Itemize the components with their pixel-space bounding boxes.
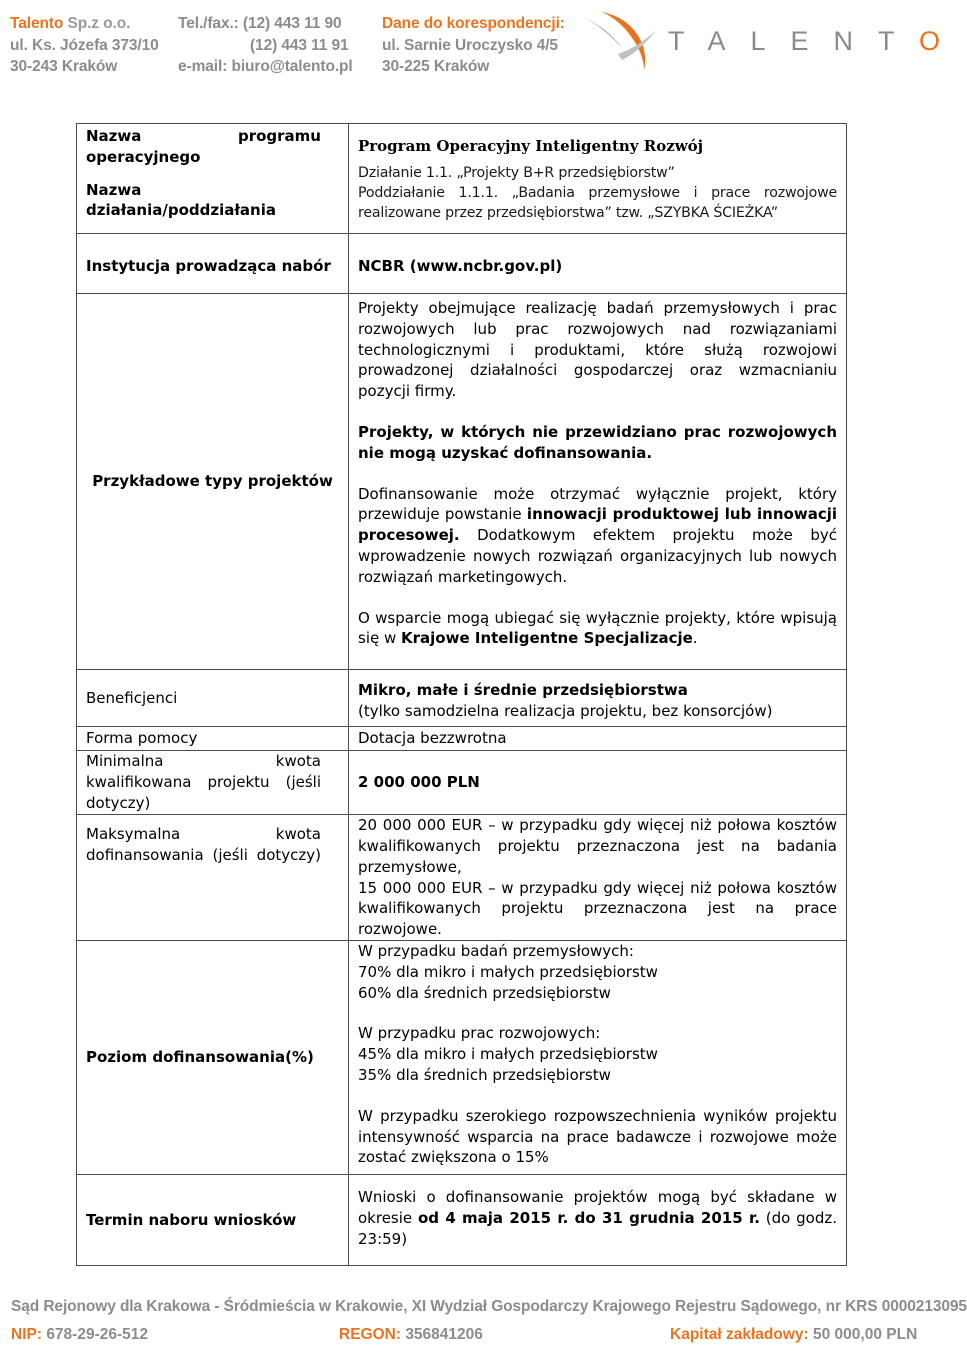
deadline-dates: od 4 maja 2015 r. do 31 grudnia 2015 r. [417, 1208, 760, 1227]
form-of-support-value: Dotacja bezzwrotna [349, 727, 847, 751]
program-name: Program Operacyjny Inteligentny Rozwój [358, 137, 704, 155]
deadline-text-a: Wnioski o dofinansowanie projektów mogą być składane w okresie [358, 1188, 837, 1227]
footer-capital [670, 1326, 917, 1344]
level-industrial-small: 70% dla mikro i małych przedsiębiorstw [358, 962, 658, 981]
types-p4-emphasis: Krajowe Inteligentne Specjalizacje [401, 629, 693, 648]
footer-capital-label: Kapitał zakładowy: [670, 1326, 809, 1343]
label-min-amount-cell [77, 751, 349, 815]
types-p3-text: Dofinansowanie może otrzymać wyłącznie projekt, który przewiduje powstanie [358, 484, 837, 524]
contact-phone: Tel./fax.: (12) 443 11 90 [178, 15, 342, 32]
level-development-medium: 35% dla średnich przedsiębiorstw [358, 1065, 611, 1084]
footer-regon-value: 356841206 [405, 1326, 483, 1343]
level-industrial-title: W przypadku badań przemysłowych: [358, 941, 634, 960]
table-row-project-types [77, 294, 847, 670]
subaction-name: Poddziałanie 1.1.1. „Badania przemysłowe i prace rozwojowe realizowane przez przedsiębiorstwa” tzw. „SZYBKA ŚCIEŻKA” [358, 184, 837, 221]
deadline-time: (do godz. 23:59) [358, 1208, 837, 1248]
deadline-cell [349, 1175, 847, 1266]
table-row-max-funding [77, 815, 847, 941]
types-paragraph-1: Projekty obejmujące realizację badań przemysłowych i prac rozwojowych lub prac rozwojowych nad rozwiązaniami technologicznymi i produktami, które służą rozwojowi prowadzonej działalności gospodarczej oraz wzmacnianiu pozycji firmy. [358, 299, 837, 401]
types-paragraph-4 [358, 608, 837, 650]
types-p3-emphasis: innowacji produktowej lub innowacji procesowej. [358, 505, 837, 545]
max-funding-cell [349, 815, 847, 941]
beneficiaries-cell [349, 670, 847, 727]
contact-email: e-mail: biuro@talento.pl [178, 58, 353, 75]
logo-text-o: O [919, 26, 966, 56]
table-row-institution [77, 234, 847, 294]
table-row-funding-level [77, 940, 847, 1174]
value-program-cell [349, 124, 847, 234]
talento-logo-swoosh-icon [572, 6, 662, 76]
min-amount-value: 2 000 000 PLN [349, 751, 847, 815]
footer-regon [339, 1326, 483, 1344]
max-funding-research: 20 000 000 EUR – w przypadku gdy więcej niż połowa kosztów kwalifikowanych projektu przeznaczona jest na badania przemysłowe, [358, 816, 837, 876]
label-action-name: Nazwa działania/poddziałania [86, 180, 276, 220]
types-p3-tail: Dodatkowym efektem projektu może być wprowadzenie nowych rozwiązań organizacyjnych lub nowych rozwiązań marketingowych. [358, 526, 837, 586]
project-types-cell [349, 294, 847, 670]
level-industrial-medium: 60% dla średnich przedsiębiorstw [358, 983, 611, 1002]
table-row-min-amount [77, 751, 847, 815]
footer-nip-value: 678-29-26-512 [46, 1326, 149, 1343]
beneficiaries-note: (tylko samodzielna realizacja projektu, bez konsorcjów) [358, 701, 773, 720]
program-info-table [76, 123, 847, 1266]
company-suffix: Sp.z o.o. [67, 15, 131, 32]
funding-level-cell [349, 940, 847, 1174]
correspondence-title: Dane do korespondencji: [382, 15, 565, 32]
label-institution: Instytucja prowadząca nabór [77, 234, 349, 294]
institution-value: NCBR (www.ncbr.gov.pl) [349, 234, 847, 294]
footer-court-registration: Sąd Rejonowy dla Krakowa - Śródmieścia w Krakowie, XI Wydział Gospodarczy Krajowego Rejestru Sądowego, nr KRS 0000213095 [11, 1298, 967, 1315]
action-name: Działanie 1.1. „Projekty B+R przedsiębiorstw” [358, 164, 675, 181]
beneficiaries-value: Mikro, małe i średnie przedsiębiorstwa [358, 681, 688, 700]
table-row-program [77, 124, 847, 234]
label-min-amount: Minimalna kwota kwalifikowana projektu (jeśli dotyczy) [86, 752, 321, 812]
company-name: Talento [10, 15, 64, 32]
label-max-funding-cell [77, 815, 349, 941]
table-row-form [77, 727, 847, 751]
types-paragraph-2: Projekty, w których nie przewidziano prac rozwojowych nie mogą uzyskać dofinansowania. [358, 422, 837, 462]
table-row-beneficiaries [77, 670, 847, 727]
footer-regon-label: REGON: [339, 1326, 401, 1343]
label-beneficiaries: Beneficjenci [77, 670, 349, 727]
label-program-name: Nazwa programu operacyjnego [86, 127, 321, 166]
correspondence-address: ul. Sarnie Uroczysko 4/5 [382, 36, 558, 54]
footer-nip-label: NIP: [11, 1326, 42, 1343]
table-row-deadline [77, 1175, 847, 1266]
label-program-cell [77, 124, 349, 234]
letterhead-contact-block [178, 13, 353, 78]
company-address: ul. Ks. Józefa 373/10 [10, 36, 159, 54]
level-development-title: W przypadku prac rozwojowych: [358, 1024, 601, 1043]
max-funding-development: 15 000 000 EUR – w przypadku gdy więcej niż połowa kosztów kwalifikowanych projektu przeznaczona jest na prace rozwojowe. [358, 878, 837, 939]
level-development-small: 45% dla mikro i małych przedsiębiorstw [358, 1045, 658, 1064]
letterhead-company-block [10, 13, 159, 78]
label-project-types-cell [77, 294, 349, 670]
label-deadline: Termin naboru wniosków [77, 1175, 349, 1266]
label-project-types: Przykładowe typy projektów [92, 472, 333, 491]
types-paragraph-3 [358, 484, 837, 588]
talento-logo-wordmark [668, 26, 965, 57]
label-max-funding: Maksymalna kwota dofinansowania (jeśli dotyczy) [86, 825, 321, 864]
label-funding-level: Poziom dofinansowania(%) [77, 940, 349, 1174]
contact-phone-2: (12) 443 11 91 [250, 36, 349, 54]
logo-text: TALENT [668, 26, 920, 56]
level-spread-bonus: W przypadku szerokiego rozpowszechnienia wyników projektu intensywność wsparcia na prace badawcze i rozwojowe może zostać zwiększona o 15% [358, 1106, 837, 1167]
correspondence-city: 30-225 Kraków [382, 58, 490, 75]
company-city: 30-243 Kraków [10, 58, 118, 75]
types-p4-text: O wsparcie mogą ubiegać się wyłącznie projekty, które wpisują się w [358, 608, 837, 648]
footer-capital-value: 50 000,00 PLN [813, 1326, 918, 1343]
footer-nip [11, 1326, 148, 1344]
company-name-line [10, 13, 159, 35]
letterhead-correspondence-block [382, 13, 565, 78]
deadline-text [358, 1187, 837, 1249]
label-form-of-support: Forma pomocy [77, 727, 349, 751]
types-p4-tail: . [692, 629, 698, 648]
